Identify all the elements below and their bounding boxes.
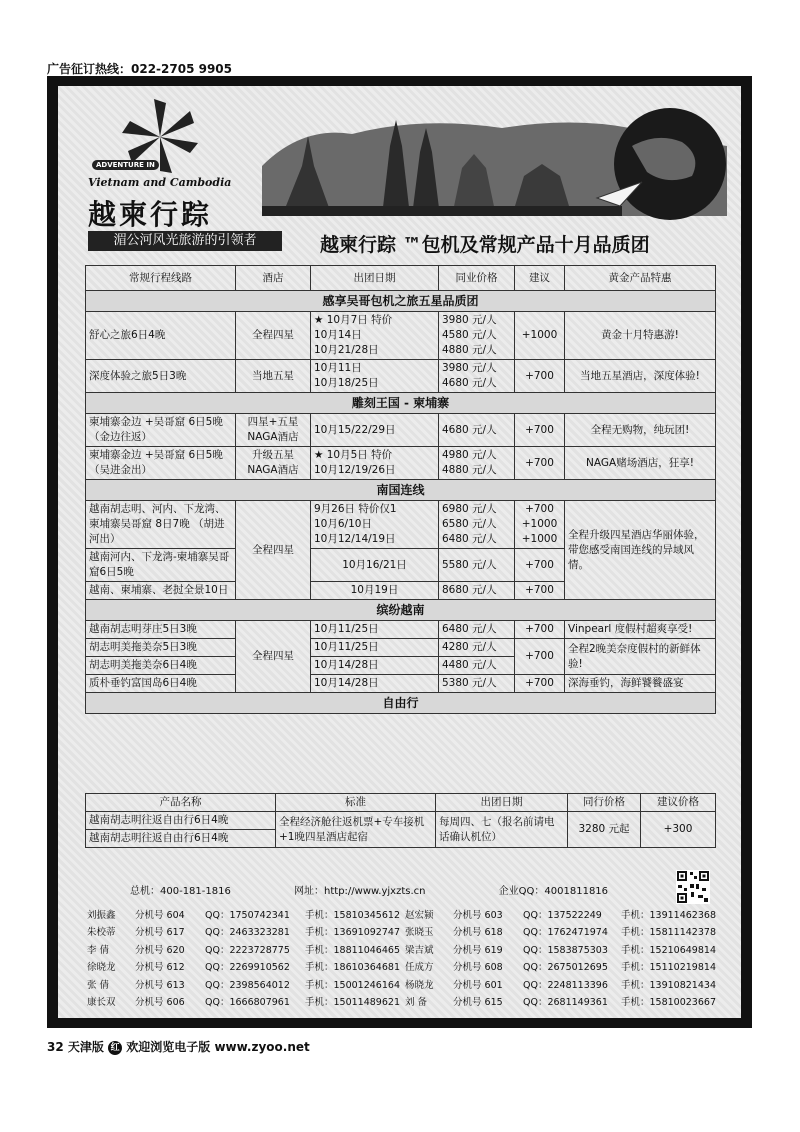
table-row [86,639,716,657]
staff-row [86,993,716,1011]
staff-cell: 分机号 606 [135,997,185,1009]
staff-row [86,923,716,941]
staff-cell: 康长双 [87,997,116,1009]
route-name: 越南胡志明芽庄5日3晚 [86,621,236,639]
staff-cell: 手机：13911462368 [621,909,716,921]
staff-cell: QQ：2248113396 [523,979,608,991]
staff-cell: QQ：2269910562 [205,962,290,974]
table-row [86,675,716,693]
hotel-grade: 全程四星 [236,621,311,693]
staff-cell: 张晓玉 [405,927,434,939]
staff-cell: 分机号 617 [135,927,185,939]
depart-dates: 10月16/21日 [311,549,439,582]
route-name: 胡志明美拖美奈5日3晚 [86,639,236,657]
logo-tagline: ADVENTURE IN [92,160,159,170]
col-suggest: 建议 [515,266,565,291]
table-row [86,621,716,639]
prices: 3980 元/人 4680 元/人 [439,360,515,393]
route-name: 胡志明美拖美奈6日4晚 [86,657,236,675]
table-row [86,414,716,447]
depart-dates: 10月11日 10月18/25日 [311,360,439,393]
product-name: 越南胡志明往返自由行6日4晚 [86,812,276,830]
staff-cell: 刘 备 [405,997,428,1009]
staff-cell: 徐晓龙 [87,962,116,974]
staff-cell: QQ：2223728775 [205,944,290,956]
staff-cell: QQ：137522249 [523,909,602,921]
staff-cell: 分机号 604 [135,909,185,921]
staff-cell: 李 倩 [87,944,110,956]
hotel-grade: 四星+五星 NAGA酒店 [236,414,311,447]
prices: 5380 元/人 [439,675,515,693]
depart-dates: 10月11/25日 [311,621,439,639]
table-header [86,266,716,291]
suggest-price: +700 [515,549,565,582]
prices: 4280 元/人 [439,639,515,657]
staff-cell: 杨晓龙 [405,979,434,991]
staff-cell: QQ：1750742341 [205,909,290,921]
staff-row [86,905,716,923]
feature-text: Vinpearl 度假村超爽享受! [565,621,716,639]
staff-cell: 手机：15110219814 [621,962,716,974]
route-name: 柬埔寨金边 +吴哥窟 6日5晚（吴进金出） [86,447,236,480]
staff-cell: 手机：15810345612 [305,909,400,921]
route-name: 质朴垂钓富国岛6日4晚 [86,675,236,693]
main-phone: 总机：400-181-1816 [130,886,231,897]
col-hotel: 酒店 [236,266,311,291]
website: 网址：http://www.yjxzts.cn [294,886,426,897]
route-name: 越南、柬埔寨、老挝全景10日 [86,582,236,600]
staff-cell: 分机号 620 [135,944,185,956]
depart-dates: ★ 10月5日 特价 10月12/19/26日 [311,447,439,480]
company-qq: 企业QQ：4001811816 [498,886,609,897]
table-row [86,447,716,480]
hotel-grade: 全程四星 [236,501,311,600]
suggest-price: +300 [641,812,716,848]
hotel-grade: 全程四星 [236,312,311,360]
section-title: 雕刻王国 - 柬埔寨 [86,393,716,414]
route-name: 越南胡志明、河内、下龙湾、柬埔寨吴哥窟 8日7晚 （胡进河出） [86,501,236,549]
staff-cell: 张 倩 [87,979,110,991]
prices: 4680 元/人 [439,414,515,447]
depart-dates: 10月15/22/29日 [311,414,439,447]
contact-line [130,882,608,897]
section-title: 自由行 [86,693,716,714]
feature-text: 全程升级四星酒店华丽体验，带您感受南国连线的异域风情。 [565,501,716,600]
col-dates: 出团日期 [311,266,439,291]
depart-dates: 每周四、七（报名前请电话确认机位） [436,812,568,848]
prices: 3980 元/人 4580 元/人 4880 元/人 [439,312,515,360]
table-row [86,501,716,549]
slogan-bar: 湄公河风光旅游的引领者 [88,231,282,251]
staff-cell: 分机号 615 [453,997,503,1009]
prices: 6980 元/人 6580 元/人 6480 元/人 [439,501,515,549]
suggest-price: +700 [515,447,565,480]
staff-cell: QQ：1762471974 [523,927,608,939]
staff-cell: 手机：18610364681 [305,962,400,974]
depart-dates: 9月26日 特价仅1 10月6/10日 10月12/14/19日 [311,501,439,549]
staff-cell: 赵宏颍 [405,909,434,921]
logo-subtitle: Vietnam and Cambodia [88,176,232,189]
depart-dates: 10月14/28日 [311,675,439,693]
section-title: 感享吴哥包机之旅五星品质团 [86,291,716,312]
col-feature: 黄金产品特惠 [565,266,716,291]
depart-dates: ★ 10月7日 特价 10月14日 10月21/28日 [311,312,439,360]
staff-cell: 手机：15210649814 [621,944,716,956]
suggest-price: +700 +1000 +1000 [515,501,565,549]
col-route: 常规行程线路 [86,266,236,291]
staff-cell: 任成方 [405,962,434,974]
staff-cell: 分机号 618 [453,927,503,939]
suggest-price: +700 [515,582,565,600]
suggest-price: +700 [515,360,565,393]
feature-text: 全程2晚美奈度假村的新鲜体验! [565,639,716,675]
route-name: 柬埔寨金边 +吴哥窟 6日5晚（金边往返） [86,414,236,447]
prices: 6480 元/人 [439,621,515,639]
staff-cell: 梁吉斌 [405,944,434,956]
feature-text: 全程无购物，纯玩团! [565,414,716,447]
staff-cell: QQ：2463323281 [205,927,290,939]
logo-brand-name: 越柬行踪 [88,198,213,231]
staff-cell: QQ：1666807961 [205,997,290,1009]
staff-cell: 手机：18811046465 [305,944,400,956]
temple-banner-image [262,106,727,224]
staff-cell: 手机：13691092747 [305,927,400,939]
suggest-price: +700 [515,639,565,675]
section-title: 缤纷越南 [86,600,716,621]
prices: 4480 元/人 [439,657,515,675]
staff-directory [86,905,716,1010]
table-row [86,312,716,360]
suggest-price: +700 [515,675,565,693]
staff-cell: 手机：15001246164 [305,979,400,991]
staff-cell: 手机：15810023667 [621,997,716,1009]
staff-cell: 分机号 603 [453,909,503,921]
feature-text: 黄金十月特惠游! [565,312,716,360]
staff-cell: QQ：2675012695 [523,962,608,974]
feature-text: NAGA赌场酒店，狂享! [565,447,716,480]
staff-cell: 刘振鑫 [87,909,116,921]
itinerary-table [85,265,716,714]
route-name: 舒心之旅6日4晚 [86,312,236,360]
staff-cell: 手机：15011489621 [305,997,400,1009]
staff-cell: QQ：1583875303 [523,944,608,956]
depart-dates: 10月11/25日 [311,639,439,657]
route-name: 越南河内、下龙湾-柬埔寨吴哥窟6日5晚 [86,549,236,582]
staff-cell: 朱校蒂 [87,927,116,939]
product-name: 越南胡志明往返自由行6日4晚 [86,830,276,848]
table-row [86,812,716,830]
staff-cell: 手机：15811142378 [621,927,716,939]
red-badge-icon: 红 [108,1041,122,1055]
page-footer: 32 天津版 红 欢迎浏览电子版 www.zyoo.net [47,1040,310,1054]
staff-cell: 分机号 619 [453,944,503,956]
table-row [86,360,716,393]
depart-dates: 10月19日 [311,582,439,600]
product-standard: 全程经济舱往返机票+专车接机+1晚四星酒店起宿 [276,812,436,848]
staff-row [86,958,716,976]
suggest-price: +700 [515,414,565,447]
staff-cell: 分机号 601 [453,979,503,991]
staff-row [86,975,716,993]
ad-hotline: 广告征订热线：022-2705 9905 [47,62,233,76]
suggest-price: +1000 [515,312,565,360]
staff-cell: QQ：2398564012 [205,979,290,991]
staff-cell: QQ：2681149361 [523,997,608,1009]
staff-cell: 分机号 608 [453,962,503,974]
feature-text: 当地五星酒店，深度体验! [565,360,716,393]
staff-cell: 分机号 612 [135,962,185,974]
table-header: 产品名称 标准 出团日期 同行价格 建议价格 [86,794,716,812]
route-name: 深度体验之旅5日3晚 [86,360,236,393]
free-travel-table [85,793,716,848]
hotel-grade: 升级五星 NAGA酒店 [236,447,311,480]
prices: 3280 元起 [568,812,641,848]
prices: 4980 元/人 4880 元/人 [439,447,515,480]
prices: 5580 元/人 [439,549,515,582]
qr-code-icon [676,870,710,904]
feature-text: 深海垂钓，海鲜饕餮盛宴 [565,675,716,693]
staff-cell: 分机号 613 [135,979,185,991]
depart-dates: 10月14/28日 [311,657,439,675]
section-title: 南国连线 [86,480,716,501]
suggest-price: +700 [515,621,565,639]
staff-cell: 手机：13910821434 [621,979,716,991]
hotel-grade: 当地五星 [236,360,311,393]
staff-row [86,940,716,958]
col-price: 同业价格 [439,266,515,291]
prices: 8680 元/人 [439,582,515,600]
page-headline: 越柬行踪 ™包机及常规产品十月品质团 [320,234,650,256]
